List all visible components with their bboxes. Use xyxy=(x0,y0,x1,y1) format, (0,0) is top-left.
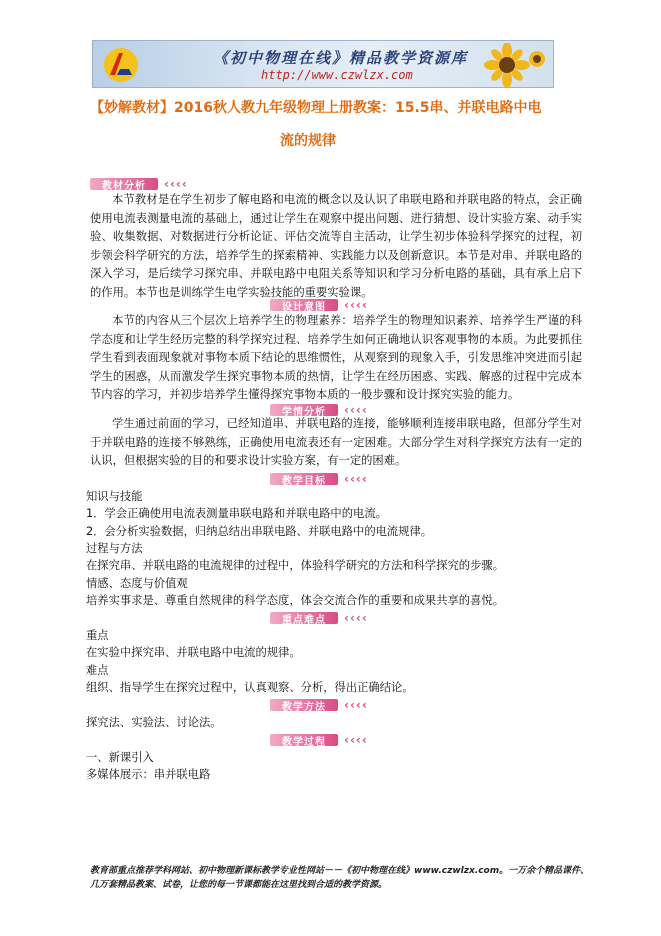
section-label: 教学目标 xyxy=(282,475,326,487)
chevron-icon: ‹‹‹‹ xyxy=(344,472,368,486)
process-step-1: 一、新课引入 xyxy=(86,751,154,764)
page-footer xyxy=(90,864,610,892)
section-header-jiaocai xyxy=(90,177,188,191)
footer-line1: 教育部重点推荐学科网站、初中物理新课标教学专业性网站－－《初中物理在线》www.czwlzx.com。一万余个精品课件、 xyxy=(90,866,590,876)
section-label: 教材分析 xyxy=(102,180,146,192)
section-label: 学情分析 xyxy=(282,406,326,418)
chevron-icon: ‹‹‹‹ xyxy=(164,177,188,191)
section-label: 重点难点 xyxy=(282,614,326,626)
key-point-heading: 重点 xyxy=(86,629,109,642)
section-header-guocheng xyxy=(270,733,368,747)
document-title-line1: 【妙解教材】2016秋人教九年级物理上册教案：15.5串、并联电路中电 xyxy=(90,100,542,116)
section-header-sheji xyxy=(270,298,368,312)
chevron-icon: ‹‹‹‹ xyxy=(344,733,368,747)
key-point-text: 在实验中探究串、并联电路中电流的规律。 xyxy=(86,646,301,659)
chevron-icon: ‹‹‹‹ xyxy=(344,611,368,625)
header-banner xyxy=(92,40,554,88)
section-label: 教学过程 xyxy=(282,736,326,748)
paragraph-jiaocai: 本节教材是在学生初步了解电路和电流的概念以及认识了串联电路和并联电路的特点，会正确使用电流表测量电流的基础上，通过让学生在观察中提出问题、进行猜想、设计实验方案、动手实验、收集数据、对数据进行分析论证、评估交流等自主活动，让学生初步体验科学探究的过程，初步领会科学研究的方法，培养学生的探索精神、实践能力以及创新意识。本节是对串、并联电路的深入学习，是后续学习探究串、并联电路中电阻关系等知识和学习分析电路的基础，具有承上启下的作用。本节也是训练学生电学实验技能的重要实验课。 xyxy=(90,193,582,299)
objective-item-2: 2．会分析实验数据，归纳总结出串联电路、并联电路中的电流规律。 xyxy=(86,525,433,538)
chevron-icon: ‹‹‹‹ xyxy=(344,698,368,712)
chevron-icon: ‹‹‹‹ xyxy=(344,403,368,417)
sunflower-icon xyxy=(483,43,547,87)
chevron-icon: ‹‹‹‹ xyxy=(344,298,368,312)
footer-line2: 几万套精品教案、试卷，让您的每一节课都能在这里找到合适的教学资源。 xyxy=(90,880,388,890)
objective-heading-attitude: 情感、态度与价值观 xyxy=(86,577,188,590)
site-logo-icon xyxy=(101,45,141,85)
methods-text: 探究法、实验法、讨论法。 xyxy=(86,716,222,729)
section-header-fangfa xyxy=(270,698,368,712)
objective-item-1: 1．学会正确使用电流表测量串联电路和并联电路中的电流。 xyxy=(86,507,387,520)
difficulty-heading: 难点 xyxy=(86,664,109,677)
paragraph-xueqing: 学生通过前面的学习，已经知道串、并联电路的连接，能够顺利连接串联电路，但部分学生对于并联电路的连接不够熟练，正确使用电流表还有一定困难。大部分学生对科学探究方法有一定的认识，但根据实验的目的和要求设计实验方案，有一定的困难。 xyxy=(90,417,582,468)
section-header-mubiao xyxy=(270,472,368,486)
banner-title: 《初中物理在线》精品教学资源库 xyxy=(213,49,469,67)
section-header-zhongnan xyxy=(270,611,368,625)
difficulty-text: 组织、指导学生在探究过程中，认真观察、分析，得出正确结论。 xyxy=(86,681,414,694)
objective-heading-process: 过程与方法 xyxy=(86,542,143,555)
objective-heading-knowledge: 知识与技能 xyxy=(86,490,143,503)
objective-process-text: 在探究串、并联电路的电流规律的过程中，体验科学研究的方法和科学探究的步骤。 xyxy=(86,559,504,572)
banner-url[interactable]: http://www.czwlzx.com xyxy=(261,68,413,82)
section-label: 教学方法 xyxy=(282,701,326,713)
objective-attitude-text: 培养实事求是、尊重自然规律的科学态度，体会交流合作的重要和成果共享的喜悦。 xyxy=(86,594,504,607)
paragraph-sheji: 本节的内容从三个层次上培养学生的物理素养：培养学生的物理知识素养、培养学生严谨的科学态度和让学生经历完整的科学探究过程、培养学生如何正确地认识客观事物的本质。为此要抓住学生看到表面现象就对事物本质下结论的思维惯性，从观察到的现象入手，引发思维冲突进而引起学生的困惑，从而激发学生探究事物本质的热情，让学生在经历困惑、实践、解惑的过程中完成本节内容的学习，并初步培养学生懂得探究事物本质的一般步骤和设计探究实验的能力。 xyxy=(90,314,582,402)
section-label: 设计意图 xyxy=(282,301,326,313)
document-title-line2: 流的规律 xyxy=(280,133,336,149)
process-step-1-text: 多媒体展示：串并联电路 xyxy=(86,768,211,781)
